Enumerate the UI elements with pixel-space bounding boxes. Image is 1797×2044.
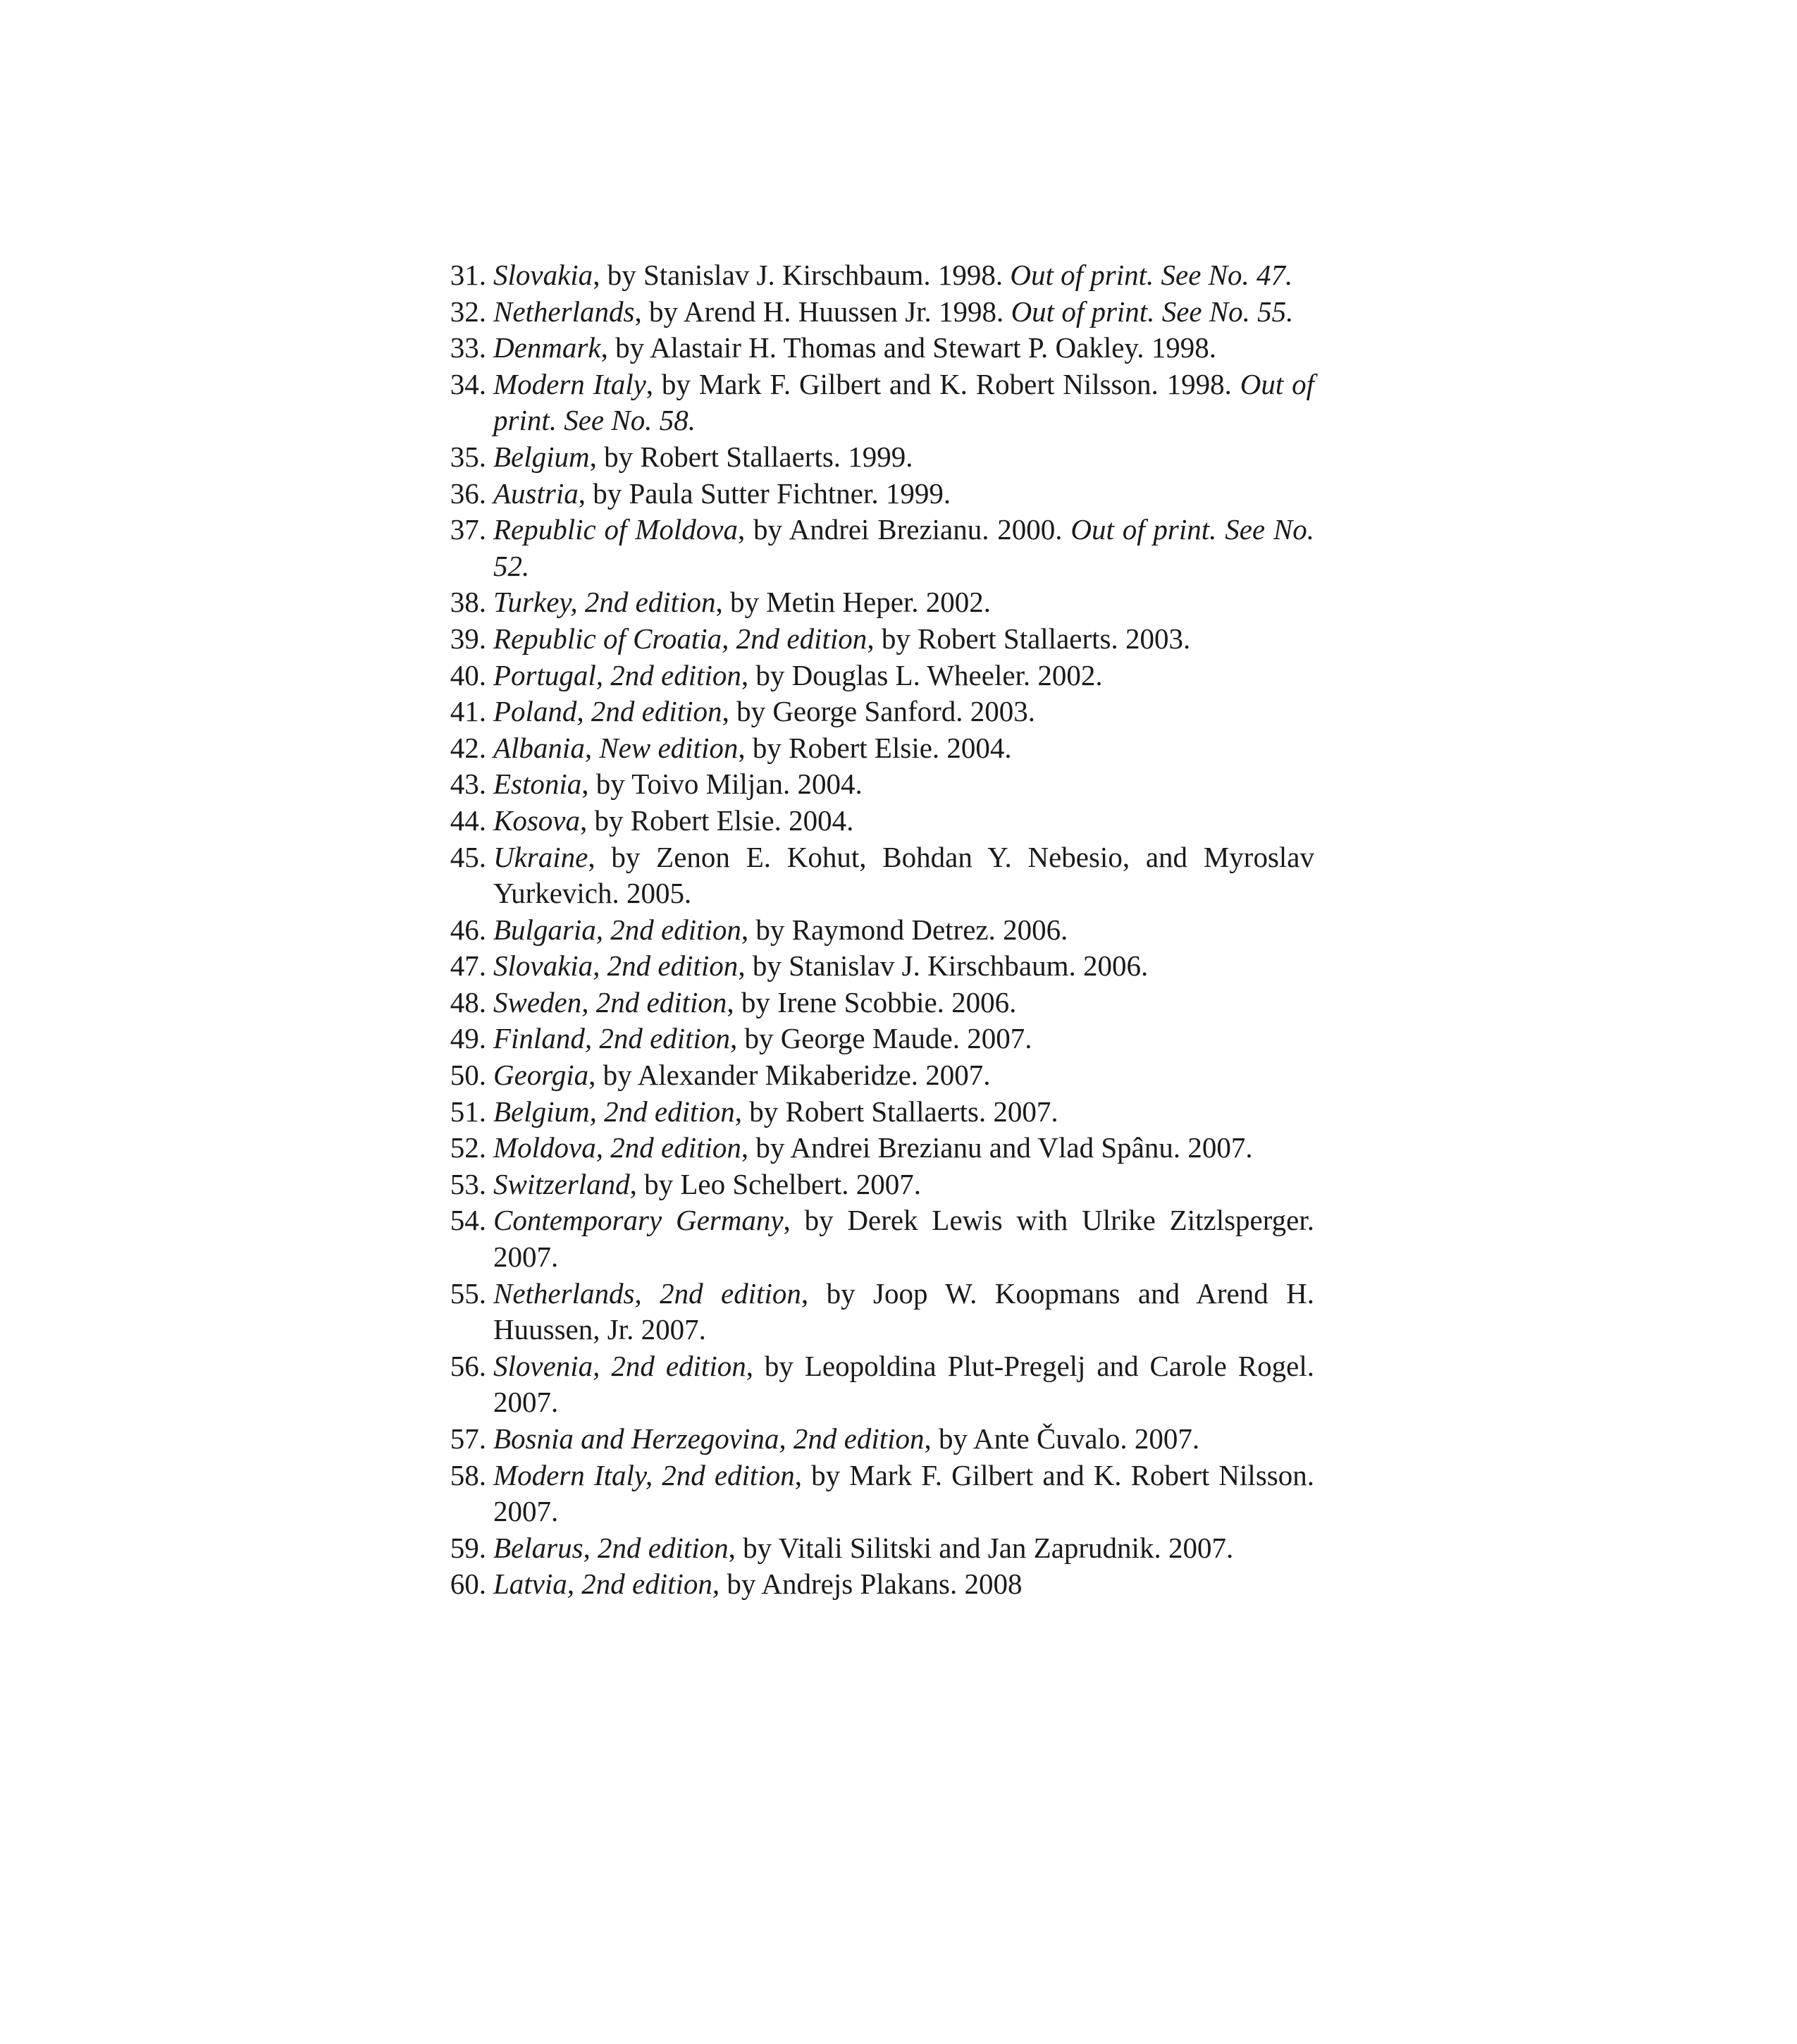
book-title: Netherlands: [493, 295, 635, 328]
book-title: Kosova: [493, 804, 580, 837]
book-details: , by Toivo Miljan. 2004.: [581, 768, 863, 801]
book-details: , by Leo Schelbert. 2007.: [629, 1167, 921, 1200]
book-title: Latvia, 2nd edition: [493, 1568, 712, 1601]
print-note: Out of print. See No. 47.: [1010, 259, 1293, 291]
book-title: Denmark: [493, 331, 601, 364]
list-item: [437, 584, 1314, 621]
book-details: , by George Maude. 2007.: [729, 1022, 1032, 1055]
item-number: 49.: [450, 1022, 486, 1055]
book-details: , by Stanislav J. Kirschbaum. 2006.: [738, 949, 1149, 983]
list-item: [437, 621, 1314, 658]
list-item: [437, 1057, 1314, 1094]
book-details: , by Alastair H. Thomas and Stewart P. Oakley. 1998.: [600, 331, 1216, 364]
item-number: 59.: [450, 1531, 486, 1564]
list-item: [437, 694, 1314, 730]
book-details: , by George Sanford. 2003.: [722, 695, 1036, 728]
book-details: , by Metin Heper. 2002.: [715, 586, 992, 619]
book-title: Slovakia: [493, 259, 593, 291]
book-details: , by Andrejs Plakans. 2008: [712, 1568, 1023, 1601]
item-number: 40.: [450, 658, 486, 691]
book-title: Turkey, 2nd edition: [493, 586, 716, 619]
book-title: Finland, 2nd edition: [493, 1022, 730, 1055]
book-title: Belarus, 2nd edition: [493, 1531, 729, 1564]
item-number: 45.: [450, 840, 486, 873]
list-item: [437, 1566, 1314, 1603]
list-item: [437, 912, 1314, 949]
book-title: Netherlands, 2nd edition: [493, 1276, 801, 1310]
print-note: Out of print. See No. 58.: [493, 367, 1314, 437]
book-title: Modern Italy, 2nd edition: [493, 1458, 795, 1491]
item-number: 38.: [450, 586, 486, 619]
item-number: 33.: [450, 331, 486, 364]
item-number: 37.: [450, 513, 486, 546]
book-title: Moldova, 2nd edition: [493, 1131, 741, 1164]
list-item: [437, 1166, 1314, 1203]
book-details: , by Robert Elsie. 2004.: [580, 804, 854, 837]
book-details: , by Douglas L. Wheeler. 2002.: [741, 658, 1103, 691]
item-number: 46.: [450, 913, 486, 946]
list-item: [437, 766, 1314, 803]
list-item: [437, 367, 1314, 439]
book-details: , by Mark F. Gilbert and K. Robert Nilsson. 2007.: [493, 1458, 1314, 1528]
item-number: 36.: [450, 476, 486, 510]
book-title: Contemporary Germany: [493, 1204, 784, 1237]
list-item: [437, 1530, 1314, 1567]
book-details: , by Paula Sutter Fichtner. 1999.: [578, 476, 951, 510]
book-details: , by Mark F. Gilbert and K. Robert Nilsson. 1998.: [646, 367, 1240, 400]
book-details: , by Robert Stallaerts. 2007.: [734, 1095, 1058, 1128]
item-number: 42.: [450, 731, 486, 764]
list-item: [437, 257, 1314, 294]
list-item: [437, 1094, 1314, 1131]
book-title: Bosnia and Herzegovina, 2nd edition: [493, 1422, 925, 1455]
book-title: Portugal, 2nd edition: [493, 658, 741, 691]
item-number: 32.: [450, 295, 486, 328]
list-item: [437, 839, 1314, 912]
book-title: Bulgaria, 2nd edition: [493, 913, 741, 946]
item-number: 58.: [450, 1458, 486, 1491]
book-details: , by Derek Lewis with Ulrike Zitzlsperger. 2007.: [493, 1204, 1314, 1274]
list-item: [437, 1130, 1314, 1166]
book-title: Modern Italy: [493, 367, 646, 400]
item-number: 60.: [450, 1568, 486, 1601]
list-item: [437, 512, 1314, 584]
book-title: Slovenia, 2nd edition: [493, 1349, 746, 1382]
item-number: 55.: [450, 1276, 486, 1310]
list-item: [437, 476, 1314, 512]
book-title: Slovakia, 2nd edition: [493, 949, 739, 983]
list-item: [437, 1202, 1314, 1275]
list-item: [437, 1421, 1314, 1458]
book-details: , by Stanislav J. Kirschbaum. 1998.: [593, 259, 1011, 291]
book-title: Austria: [493, 476, 579, 510]
item-number: 51.: [450, 1095, 486, 1128]
item-number: 56.: [450, 1349, 486, 1382]
book-details: , by Irene Scobbie. 2006.: [727, 985, 1017, 1018]
item-number: 34.: [450, 367, 486, 400]
item-number: 35.: [450, 440, 486, 473]
book-title: Belgium: [493, 440, 590, 473]
book-title: Switzerland: [493, 1167, 630, 1200]
book-details: , by Joop W. Koopmans and Arend H. Huussen, Jr. 2007.: [493, 1276, 1314, 1346]
item-number: 50.: [450, 1059, 486, 1092]
item-number: 41.: [450, 695, 486, 728]
item-number: 53.: [450, 1167, 486, 1200]
list-item: [437, 1021, 1314, 1057]
book-title: Republic of Croatia, 2nd edition: [493, 622, 867, 655]
item-number: 48.: [450, 985, 486, 1018]
book-details: , by Robert Elsie. 2004.: [738, 731, 1012, 764]
book-title: Estonia: [493, 768, 582, 801]
book-details: , by Leopoldina Plut-Pregelj and Carole Rogel. 2007.: [493, 1349, 1314, 1419]
item-number: 44.: [450, 804, 486, 837]
item-number: 43.: [450, 768, 486, 801]
book-details: , by Alexander Mikaberidze. 2007.: [588, 1059, 991, 1092]
item-number: 39.: [450, 622, 486, 655]
book-details: , by Ante Čuvalo. 2007.: [924, 1422, 1200, 1455]
list-item: [437, 330, 1314, 367]
book-title: Ukraine: [493, 840, 588, 873]
book-details: , by Andrei Brezianu and Vlad Spânu. 2007.: [741, 1131, 1253, 1164]
series-book-list: [437, 257, 1314, 1603]
book-details: , by Robert Stallaerts. 1999.: [589, 440, 913, 473]
book-title: Poland, 2nd edition: [493, 695, 722, 728]
item-number: 52.: [450, 1131, 486, 1164]
item-number: 57.: [450, 1422, 486, 1455]
book-title: Republic of Moldova: [493, 513, 738, 546]
book-details: , by Robert Stallaerts. 2003.: [867, 622, 1191, 655]
item-number: 47.: [450, 949, 486, 983]
book-details: , by Andrei Brezianu. 2000.: [737, 513, 1071, 546]
list-item: [437, 294, 1314, 331]
book-details: , by Vitali Silitski and Jan Zaprudnik. 2007.: [728, 1531, 1234, 1564]
print-note: Out of print. See No. 52.: [493, 513, 1314, 582]
list-item: [437, 948, 1314, 985]
list-item: [437, 730, 1314, 767]
book-title: Belgium, 2nd edition: [493, 1095, 735, 1128]
book-title: Albania, New edition: [493, 731, 739, 764]
book-details: , by Raymond Detrez. 2006.: [741, 913, 1068, 946]
book-title: Georgia: [493, 1059, 589, 1092]
book-details: , by Arend H. Huussen Jr. 1998.: [634, 295, 1011, 328]
list-item: [437, 1348, 1314, 1421]
list-item: [437, 985, 1314, 1021]
item-number: 54.: [450, 1204, 486, 1237]
book-details: , by Zenon E. Kohut, Bohdan Y. Nebesio, and Myroslav Yurkevich. 2005.: [493, 840, 1314, 910]
list-item: [437, 1458, 1314, 1530]
book-title: Sweden, 2nd edition: [493, 985, 727, 1018]
item-number: 31.: [450, 259, 486, 291]
list-item: [437, 803, 1314, 839]
list-item: [437, 1276, 1314, 1348]
print-note: Out of print. See No. 55.: [1011, 295, 1294, 328]
list-item: [437, 658, 1314, 694]
list-item: [437, 439, 1314, 476]
